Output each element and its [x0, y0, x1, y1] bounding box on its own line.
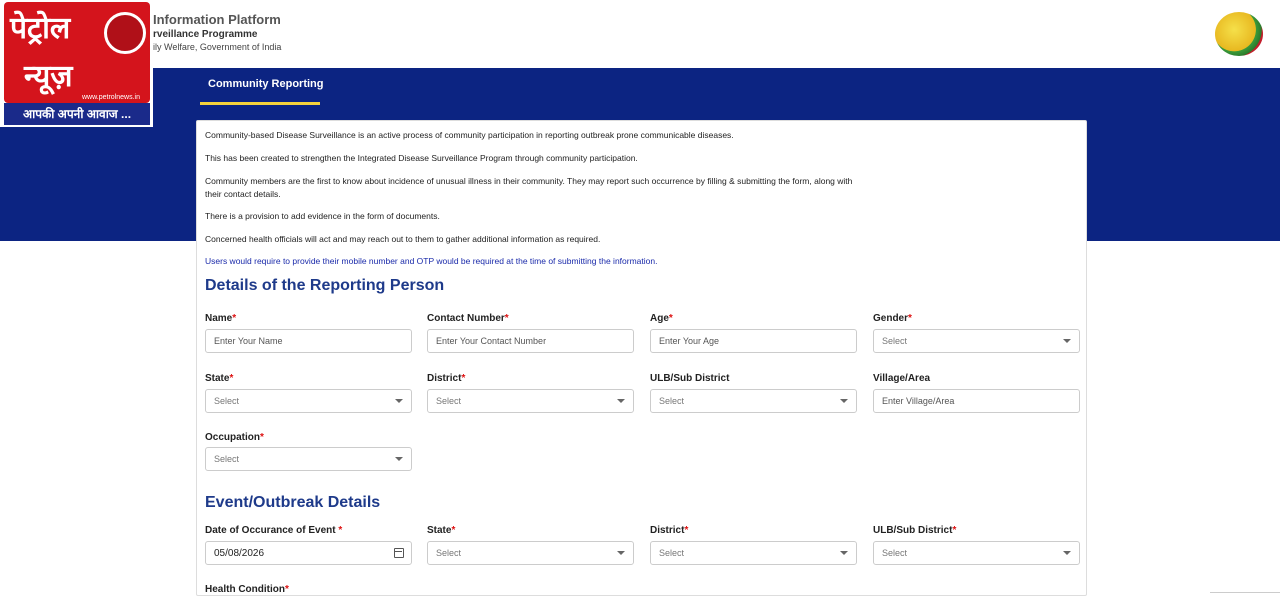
site-header [0, 0, 1280, 68]
logo-tagline: आपकी अपनी आवाज ... [4, 103, 150, 125]
event-state-label: State* [427, 525, 456, 536]
active-tab-indicator [200, 102, 320, 105]
calendar-icon[interactable] [394, 548, 404, 558]
ulb-label: ULB/Sub District [650, 373, 730, 384]
site-title: Information Platform [153, 12, 281, 27]
section-title-reporting-person: Details of the Reporting Person [205, 277, 445, 294]
contact-label: Contact Number* [427, 313, 509, 324]
age-label: Age* [650, 313, 673, 324]
name-input[interactable]: Enter Your Name [205, 329, 412, 353]
district-label: District* [427, 373, 466, 384]
event-state-select[interactable]: Select [427, 541, 634, 565]
site-subtitle: rveillance Programme [153, 29, 258, 40]
intro-paragraph: Community members are the first to know about incidence of unusual illness in their community. They may report such occurrence by filling & submitting the form, along with their contact details. [205, 176, 853, 199]
chevron-down-icon [840, 399, 848, 403]
age-input[interactable]: Enter Your Age [650, 329, 857, 353]
chevron-down-icon [617, 399, 625, 403]
chevron-down-icon [395, 399, 403, 403]
occupation-label: Occupation* [205, 432, 264, 443]
logo-background [4, 2, 150, 103]
site-title-block [153, 12, 281, 52]
event-date-label: Date of Occurance of Event * [205, 525, 343, 536]
event-district-select[interactable]: Select [650, 541, 857, 565]
event-district-label: District* [650, 525, 689, 536]
occupation-select[interactable]: Select [205, 447, 412, 471]
district-select[interactable]: Select [427, 389, 634, 413]
scroll-hint [1210, 592, 1280, 596]
microphone-icon [104, 12, 146, 54]
intro-paragraph: Concerned health officials will act and may reach out to them to gather additional information as required. [205, 234, 601, 244]
event-ulb-label: ULB/Sub District* [873, 525, 957, 536]
petrol-news-logo [0, 0, 153, 127]
event-date-input[interactable]: 05/08/2026 [205, 541, 412, 565]
intro-paragraph: Community-based Disease Surveillance is an active process of community participation in reporting outbreak prone communicable diseases. [205, 130, 734, 140]
village-label: Village/Area [873, 373, 931, 384]
tab-community-reporting[interactable]: Community Reporting [208, 78, 324, 90]
logo-url: www.petrolnews.in [82, 94, 140, 101]
logo-line1: पेट्रोल [10, 12, 71, 45]
main-nav [0, 68, 1280, 106]
name-label: Name* [205, 313, 237, 324]
intro-paragraph: There is a provision to add evidence in the form of documents. [205, 211, 440, 221]
logo-line2: न्यूज़ [24, 60, 73, 93]
chevron-down-icon [1063, 551, 1071, 555]
event-ulb-select[interactable]: Select [873, 541, 1080, 565]
health-condition-label: Health Condition* [205, 584, 289, 595]
chevron-down-icon [617, 551, 625, 555]
state-label: State* [205, 373, 234, 384]
intro-paragraph: This has been created to strengthen the Integrated Disease Surveillance Program through community participation. [205, 153, 638, 163]
chevron-down-icon [840, 551, 848, 555]
state-select[interactable]: Select [205, 389, 412, 413]
chevron-down-icon [1063, 339, 1071, 343]
gender-select[interactable]: Select [873, 329, 1080, 353]
reporting-form-card [196, 120, 1087, 596]
section-title-event-details: Event/Outbreak Details [205, 494, 381, 511]
programme-emblem-icon [1215, 12, 1263, 56]
gender-label: Gender* [873, 313, 912, 324]
village-input[interactable]: Enter Village/Area [873, 389, 1080, 413]
ulb-select[interactable]: Select [650, 389, 857, 413]
otp-notice: Users would require to provide their mobile number and OTP would be required at the time of submitting the information. [205, 256, 658, 266]
contact-input[interactable]: Enter Your Contact Number [427, 329, 634, 353]
ministry-text: ily Welfare, Government of India [153, 42, 282, 52]
chevron-down-icon [395, 457, 403, 461]
